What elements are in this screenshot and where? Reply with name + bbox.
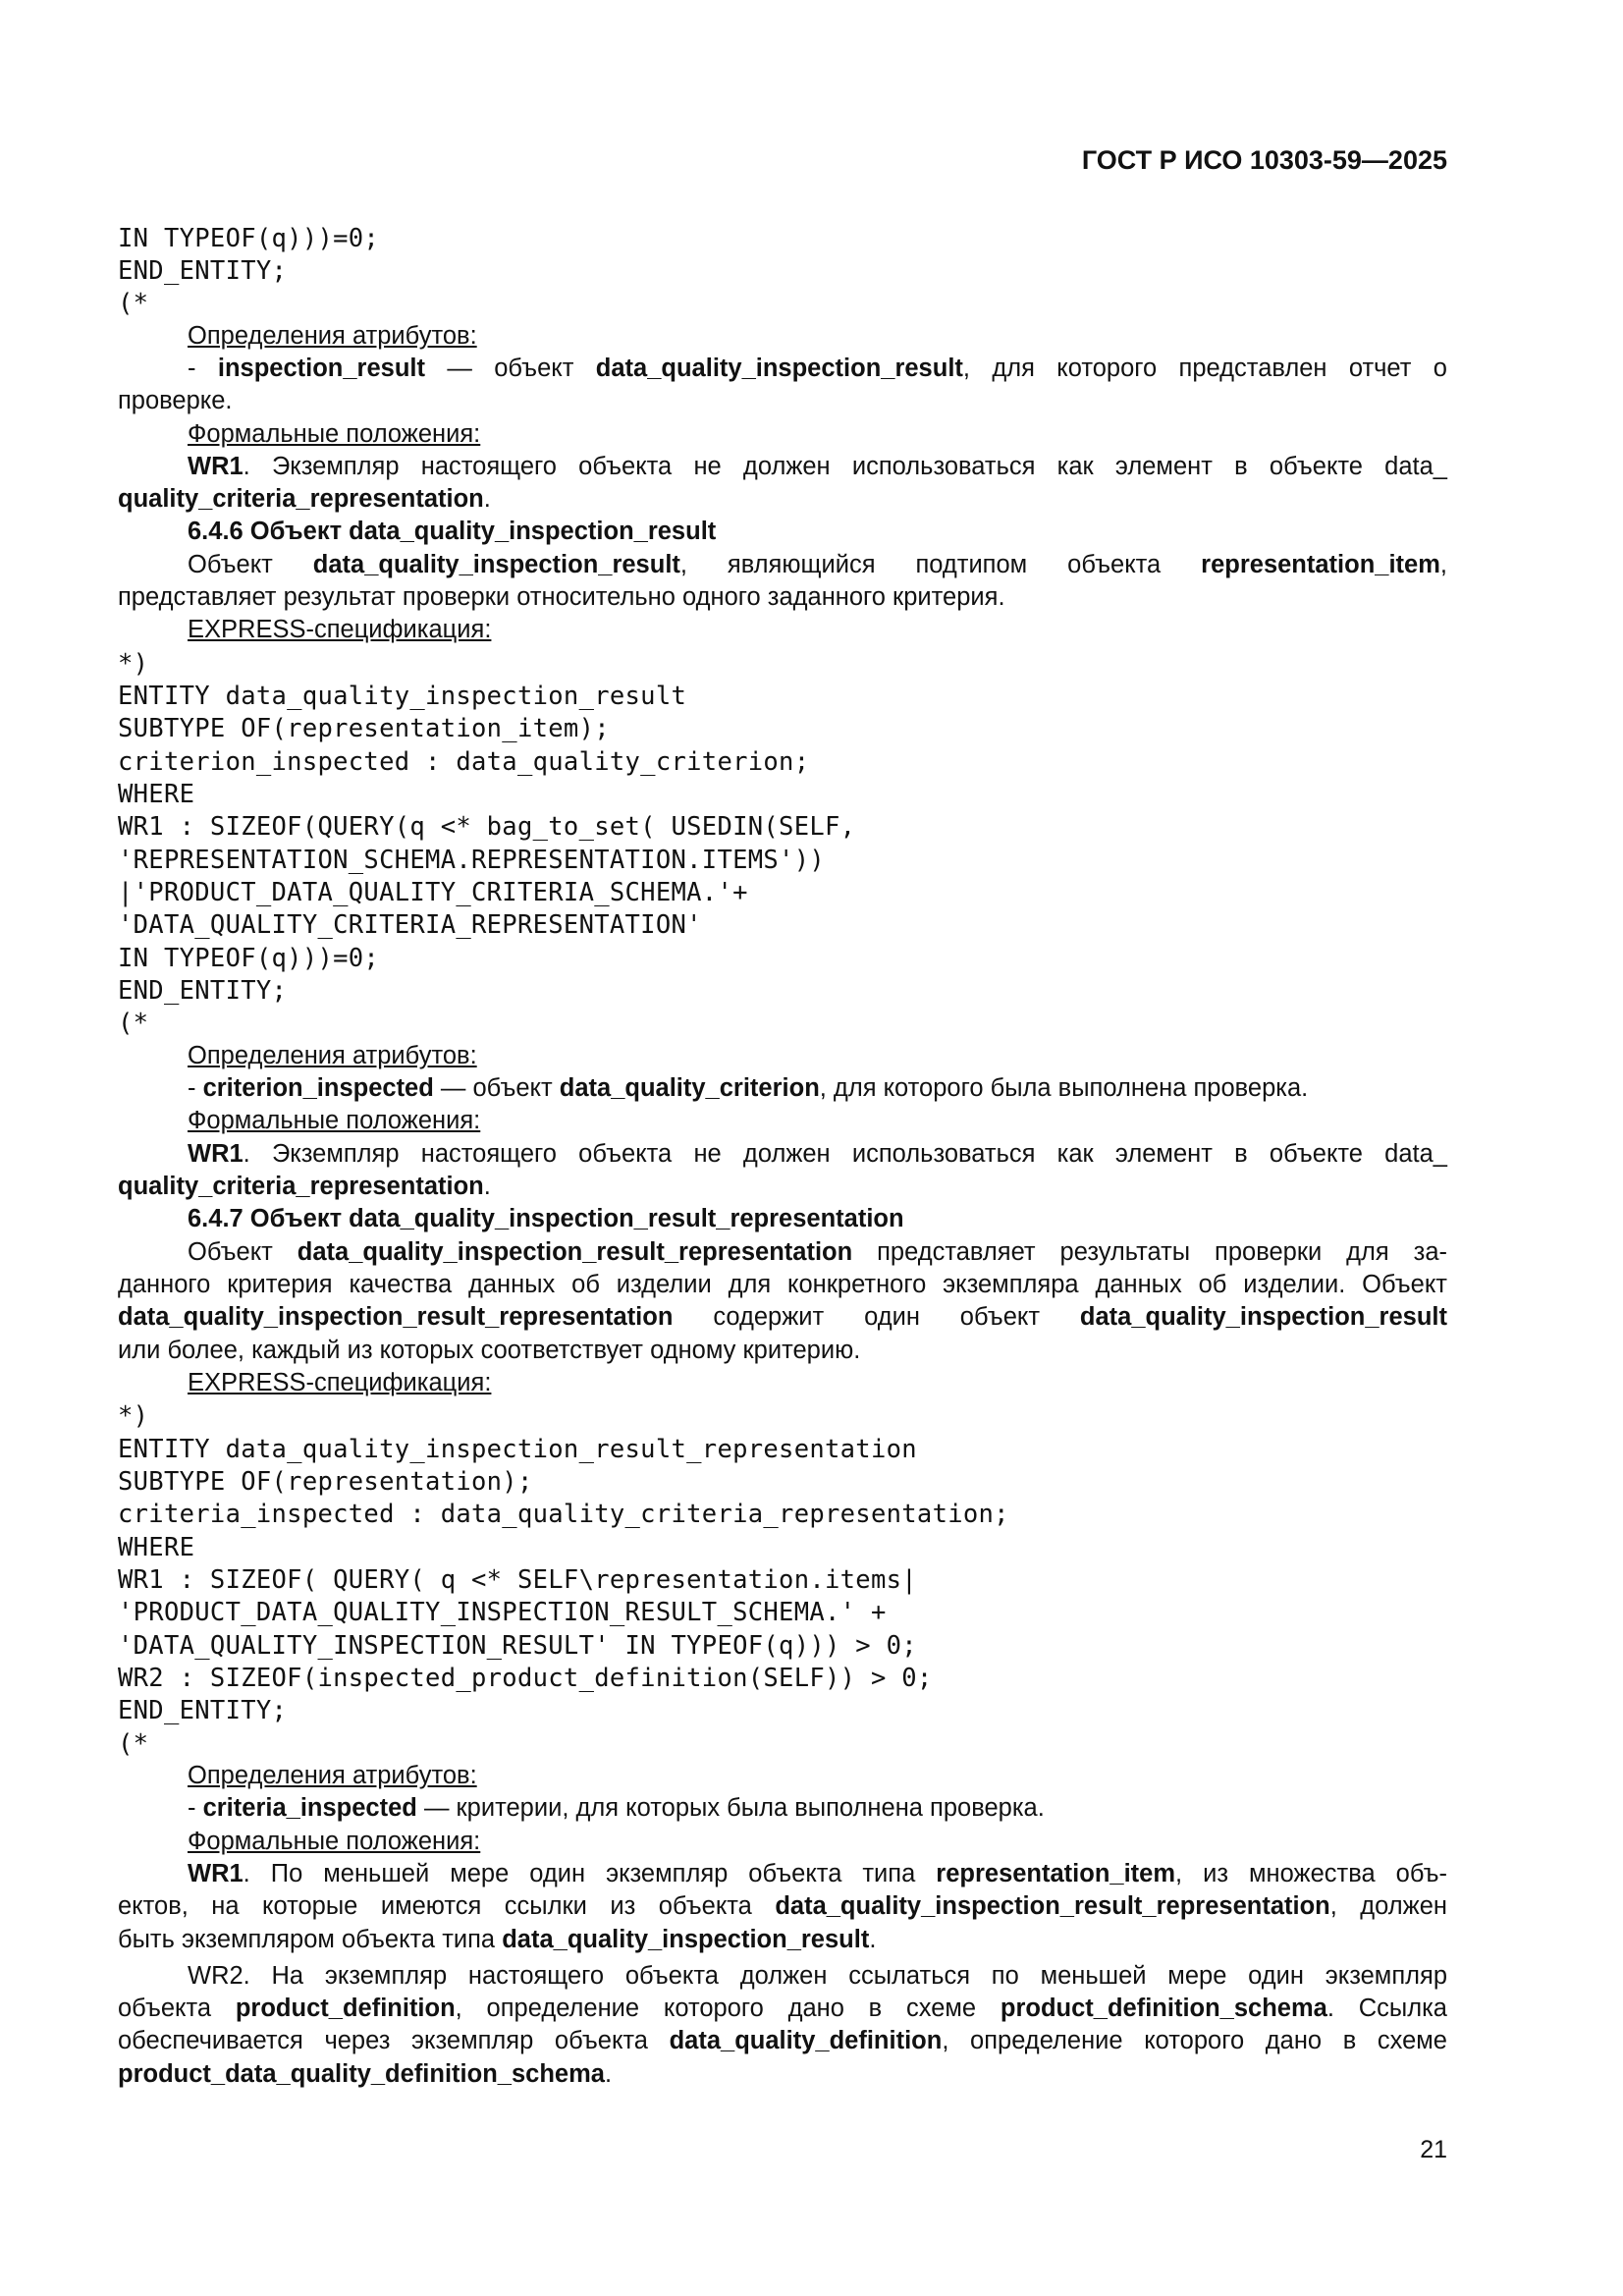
attribute-definition: - criterion_inspected — объект data_quality_criterion, для которого была выполнена проверка. bbox=[188, 1074, 1309, 1102]
rule-wr2-cont: объекта product_definition, определение которого дано в схеме product_definition_schema. Ссылка bbox=[118, 1995, 1447, 2022]
formal-heading: Формальные положения: bbox=[188, 1107, 481, 1134]
code-line: IN TYPEOF(q)))=0; bbox=[118, 224, 380, 253]
rule-wr1: WR1. По меньшей мере один экземпляр объекта типа representation_item, из множества объ- bbox=[188, 1860, 1448, 1887]
code-line: criteria_inspected : data_quality_criteria_representation; bbox=[118, 1500, 1009, 1529]
rule-wr1-cont: ектов, на которые имеются ссылки из объекта data_quality_inspection_result_representation, должен bbox=[118, 1892, 1447, 1920]
code-line: END_ENTITY; bbox=[118, 976, 288, 1006]
page-number: 21 bbox=[1420, 2136, 1447, 2163]
rule-wr2: WR2. На экземпляр настоящего объекта должен ссылаться по меньшей мере один экземпляр bbox=[188, 1962, 1447, 1990]
code-line: 'PRODUCT_DATA_QUALITY_INSPECTION_RESULT_SCHEMA.' + bbox=[118, 1598, 887, 1627]
formal-heading: Формальные положения: bbox=[188, 1828, 481, 1855]
rule-wr1-cont: quality_criteria_representation. bbox=[118, 1173, 491, 1200]
code-line: WHERE bbox=[118, 780, 195, 809]
code-line: END_ENTITY; bbox=[118, 1696, 288, 1725]
code-line: 'DATA_QUALITY_CRITERIA_REPRESENTATION' bbox=[118, 910, 702, 940]
code-line: IN TYPEOF(q)))=0; bbox=[118, 944, 380, 973]
code-line: 'DATA_QUALITY_INSPECTION_RESULT' IN TYPEOF(q))) > 0; bbox=[118, 1631, 917, 1661]
rule-wr2-cont: обеспечивается через экземпляр объекта data_quality_definition, определение которого дано в схеме bbox=[118, 2027, 1447, 2054]
code-line: *) bbox=[118, 1401, 149, 1431]
attribute-definition-cont: проверке. bbox=[118, 387, 233, 414]
attribute-definition: - criteria_inspected — критерии, для которых была выполнена проверка. bbox=[188, 1794, 1045, 1822]
express-heading: EXPRESS-спецификация: bbox=[188, 616, 492, 643]
code-line: WHERE bbox=[118, 1533, 195, 1562]
code-line: *) bbox=[118, 649, 149, 679]
code-line: ENTITY data_quality_inspection_result_representation bbox=[118, 1435, 917, 1464]
paragraph-line: Объект data_quality_inspection_result, являющийся подтипом объекта representation_item, bbox=[188, 551, 1447, 578]
code-line: SUBTYPE OF(representation_item); bbox=[118, 714, 610, 743]
rule-wr1: WR1. Экземпляр настоящего объекта не должен использоваться как элемент в объекте data_ bbox=[188, 453, 1447, 480]
code-line: (* bbox=[118, 1009, 149, 1038]
code-line: END_ENTITY; bbox=[118, 256, 288, 286]
code-line: |'PRODUCT_DATA_QUALITY_CRITERIA_SCHEMA.'+ bbox=[118, 878, 748, 907]
code-line: ENTITY data_quality_inspection_result bbox=[118, 682, 687, 711]
attribute-definition: - inspection_result — объект data_quality_inspection_result, для которого представлен отчет о bbox=[188, 355, 1447, 382]
section-title: 6.4.6 Объект data_quality_inspection_result bbox=[188, 518, 717, 545]
rule-wr1: WR1. Экземпляр настоящего объекта не должен использоваться как элемент в объекте data_ bbox=[188, 1140, 1447, 1168]
code-line: (* bbox=[118, 289, 149, 318]
paragraph-line: или более, каждый из которых соответствует одному критерию. bbox=[118, 1337, 861, 1364]
code-line: WR2 : SIZEOF(inspected_product_definition(SELF)) > 0; bbox=[118, 1664, 933, 1693]
paragraph-line: data_quality_inspection_result_representation содержит один объект data_quality_inspection_result bbox=[118, 1303, 1447, 1331]
paragraph-line: представляет результат проверки относительно одного заданного критерия. bbox=[118, 583, 1005, 611]
rule-wr1-cont: быть экземпляром объекта типа data_quality_inspection_result. bbox=[118, 1926, 877, 1953]
paragraph-line: данного критерия качества данных об изделии для конкретного экземпляра данных об изделии. Объект bbox=[118, 1271, 1447, 1298]
attributes-heading: Определения атрибутов: bbox=[188, 322, 477, 350]
paragraph-line: Объект data_quality_inspection_result_representation представляет результаты проверки для за- bbox=[188, 1238, 1448, 1266]
express-heading: EXPRESS-спецификация: bbox=[188, 1369, 492, 1396]
code-line: (* bbox=[118, 1729, 149, 1759]
attributes-heading: Определения атрибутов: bbox=[188, 1762, 477, 1789]
rule-wr1-cont: quality_criteria_representation. bbox=[118, 485, 491, 513]
document-header: ГОСТ Р ИСО 10303-59—2025 bbox=[1081, 145, 1447, 175]
attributes-heading: Определения атрибутов: bbox=[188, 1042, 477, 1069]
section-title: 6.4.7 Объект data_quality_inspection_result_representation bbox=[188, 1205, 904, 1232]
rule-wr2-cont: product_data_quality_definition_schema. bbox=[118, 2060, 613, 2088]
code-line: WR1 : SIZEOF(QUERY(q <* bag_to_set( USEDIN(SELF, bbox=[118, 812, 856, 842]
formal-heading: Формальные положения: bbox=[188, 420, 481, 448]
code-line: criterion_inspected : data_quality_criterion; bbox=[118, 747, 810, 777]
code-line: SUBTYPE OF(representation); bbox=[118, 1467, 533, 1497]
code-line: WR1 : SIZEOF( QUERY( q <* SELF\representation.items| bbox=[118, 1565, 917, 1595]
code-line: 'REPRESENTATION_SCHEMA.REPRESENTATION.ITEMS')) bbox=[118, 846, 826, 875]
